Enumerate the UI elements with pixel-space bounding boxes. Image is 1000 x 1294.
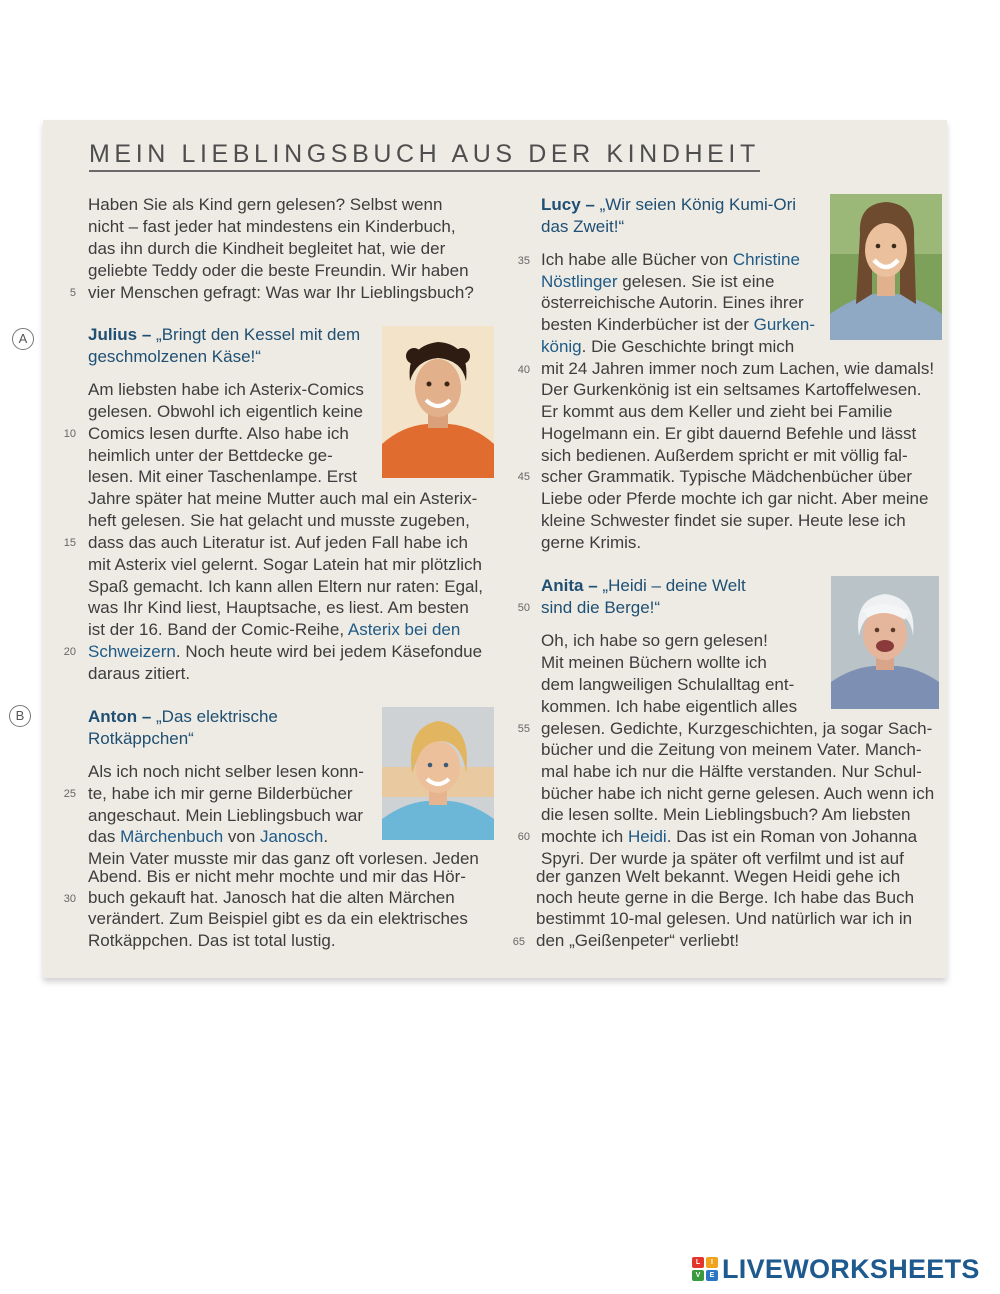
- line-number: 20: [63, 646, 76, 658]
- anita-line: bestimmt 10-mal gelesen. Und natürlich war ich in: [536, 909, 913, 928]
- lucy-line: Der Gurkenkönig ist ein seltsames Kartoffelwesen.: [541, 380, 922, 399]
- anita-line: Mit meinen Büchern wollte ich: [541, 653, 767, 672]
- lucy-heading: [541, 194, 796, 216]
- lucy-line: [541, 271, 774, 293]
- lucy-line: Liebe oder Pferde mochte ich gar nicht. Aber meine: [541, 489, 929, 508]
- anita-line-text: mochte ich: [541, 827, 628, 846]
- lucy-line: [541, 249, 800, 271]
- anita-line: kommen. Ich habe eigentlich alles: [541, 697, 798, 716]
- anton-line-text: von: [223, 827, 261, 846]
- julius-line-text: . Noch heute wird bei jedem Käsefondue: [175, 642, 483, 661]
- anita-photo: [831, 576, 939, 709]
- julius-line: gelesen. Obwohl ich eigentlich keine: [88, 402, 364, 421]
- intro-line: nicht – fast jeder hat mindestens ein Kinderbuch,: [88, 217, 456, 236]
- book-title-gurkenkoenig: Gurken-: [753, 315, 816, 334]
- intro-line: das ihn durch die Kindheit begleitet hat, wie der: [88, 239, 446, 258]
- julius-photo: [382, 326, 494, 478]
- book-title-asterix: Asterix bei den: [347, 620, 461, 639]
- julius-quote: „Bringt den Kessel mit dem: [156, 325, 361, 344]
- julius-line: Jahre später hat meine Mutter auch mal ein Asterix-: [88, 489, 478, 508]
- anton-line: Rotkäppchen. Das ist total lustig.: [88, 931, 336, 950]
- page-title: MEIN LIEBLINGSBUCH AUS DER KINDHEIT: [89, 140, 760, 172]
- intro-line: Haben Sie als Kind gern gelesen? Selbst wenn: [88, 195, 443, 214]
- lucy-line: Hogelmann ein. Er gibt dauernd Befehle und lässt: [541, 424, 917, 443]
- julius-line: heimlich unter der Bettdecke ge-: [88, 446, 333, 465]
- anton-line: Abend. Bis er nicht mehr mochte und mir das Hör-: [88, 867, 466, 886]
- anton-photo: [382, 707, 494, 840]
- anita-line: bücher habe ich nicht gerne gelesen. Auch wenn ich: [541, 784, 935, 803]
- anton-heading: [88, 706, 278, 728]
- anton-line: [88, 826, 328, 848]
- anita-heading-2: [541, 597, 660, 619]
- anton-quote: „Das elektrische: [156, 707, 278, 726]
- anita-line-text: . Das ist ein Roman von Johanna: [666, 827, 918, 846]
- book-title-maerchenbuch: Märchenbuch: [120, 827, 224, 846]
- julius-line: lesen. Mit einer Taschenlampe. Erst: [88, 467, 357, 486]
- anita-name: Anita –: [541, 576, 598, 595]
- logo-text: LIVEWORKSHEETS: [722, 1253, 980, 1284]
- julius-line: Spaß gemacht. Ich kann allen Eltern nur raten: Egal,: [88, 577, 484, 596]
- julius-line-text: ist der 16. Band der Comic-Reihe,: [88, 620, 345, 639]
- lucy-heading-2: [541, 216, 624, 238]
- lucy-line: mit 24 Jahren immer noch zum Lachen, wie damals!: [541, 359, 935, 378]
- section-marker-b: B: [9, 705, 31, 727]
- julius-quote-2: geschmolzenen Käse!“: [88, 347, 261, 366]
- line-number: 25: [63, 788, 76, 800]
- lucy-line: [541, 336, 794, 358]
- lucy-line: [541, 314, 815, 336]
- anton-line: Mein Vater musste mir das ganz oft vorlesen. Jeden: [88, 849, 479, 868]
- line-number: 10: [63, 428, 76, 440]
- lucy-name: Lucy –: [541, 195, 595, 214]
- julius-heading-2: [88, 346, 261, 368]
- section-marker-a: A: [12, 328, 34, 350]
- author-janosch: Janosch: [260, 827, 324, 846]
- lucy-photo: [830, 194, 942, 340]
- book-title-asterix-2: Schweizern: [88, 642, 176, 661]
- anita-line: die lesen sollte. Mein Lieblingsbuch? Am liebsten: [541, 805, 911, 824]
- lucy-line: scher Grammatik. Typische Mädchenbücher über: [541, 467, 913, 486]
- julius-line: Comics lesen durfte. Also habe ich: [88, 424, 349, 443]
- line-number: 5: [69, 287, 76, 299]
- anita-line: Spyri. Der wurde ja später oft verfilmt und ist auf: [541, 849, 904, 868]
- julius-line: [88, 641, 482, 663]
- lucy-line-text: . Die Geschichte bringt mich: [581, 337, 795, 356]
- anton-line: Als ich noch nicht selber lesen konn-: [88, 762, 364, 781]
- anita-line: mal habe ich nur die Hälfte verstanden. Nur Schul-: [541, 762, 922, 781]
- line-number: 40: [517, 364, 530, 376]
- logo-block-v: V: [692, 1270, 704, 1281]
- lucy-line: gerne Krimis.: [541, 533, 642, 552]
- lucy-quote: „Wir seien König Kumi-Ori: [599, 195, 797, 214]
- line-number: 45: [517, 471, 530, 483]
- intro-line: vier Menschen gefragt: Was war Ihr Lieblingsbuch?: [88, 283, 474, 302]
- lucy-line: kleine Schwester findet sie super. Heute lese ich: [541, 511, 906, 530]
- julius-line: [88, 619, 460, 641]
- anton-heading-2: [88, 728, 194, 750]
- anton-line-text: .: [323, 827, 329, 846]
- anton-quote-2: Rotkäppchen“: [88, 729, 194, 748]
- line-number: 50: [517, 602, 530, 614]
- anita-heading: [541, 575, 746, 597]
- logo-block-l: L: [692, 1257, 704, 1268]
- julius-line: daraus zitiert.: [88, 664, 191, 683]
- logo-block-e: E: [706, 1270, 718, 1281]
- anita-quote: „Heidi – deine Welt: [602, 576, 746, 595]
- logo-block-i: I: [706, 1257, 718, 1268]
- julius-name: Julius –: [88, 325, 152, 344]
- anita-line: Oh, ich habe so gern gelesen!: [541, 631, 768, 650]
- lucy-line-text: besten Kinderbücher ist der: [541, 315, 754, 334]
- author-christine: Christine: [732, 250, 800, 269]
- line-number: 35: [517, 255, 530, 267]
- julius-line: Am liebsten habe ich Asterix-Comics: [88, 380, 364, 399]
- anton-line: te, habe ich mir gerne Bilderbücher: [88, 784, 353, 803]
- line-number: 15: [63, 537, 76, 549]
- line-number: 30: [63, 893, 76, 905]
- anita-line: noch heute gerne in die Berge. Ich habe das Buch: [536, 888, 915, 907]
- lucy-line: österreichische Autorin. Eines ihrer: [541, 293, 804, 312]
- lucy-line: Er kommt aus dem Keller und zieht bei Familie: [541, 402, 893, 421]
- line-number: 55: [517, 723, 530, 735]
- anita-line: der ganzen Welt bekannt. Wegen Heidi gehe ich: [536, 867, 901, 886]
- book-title-gurkenkoenig-2: könig: [541, 337, 582, 356]
- anton-name: Anton –: [88, 707, 152, 726]
- anita-line: bücher und die Zeitung von meinem Vater. Manch-: [541, 740, 922, 759]
- lucy-line-text: gelesen. Sie ist eine: [617, 272, 775, 291]
- anita-quote-2: sind die Berge!“: [541, 598, 661, 617]
- intro-line: geliebte Teddy oder die beste Freundin. Wir haben: [88, 261, 469, 280]
- julius-line: dass das auch Literatur ist. Auf jeden Fall habe ich: [88, 533, 468, 552]
- anita-line: [541, 826, 917, 848]
- anton-line: buch gekauft hat. Janosch hat die alten Märchen: [88, 888, 455, 907]
- anita-line: gelesen. Gedichte, Kurzgeschichten, ja sogar Sach-: [541, 719, 933, 738]
- line-number: 60: [517, 831, 530, 843]
- julius-line: heft gelesen. Sie hat gelacht und musste zugeben,: [88, 511, 470, 530]
- anton-line: angeschaut. Mein Lieblingsbuch war: [88, 806, 364, 825]
- author-noestlinger: Nöstlinger: [541, 272, 618, 291]
- anita-line: den „Geißenpeter“ verliebt!: [536, 931, 740, 950]
- julius-line: was Ihr Kind liest, Hauptsache, es liest. Am besten: [88, 598, 469, 617]
- anton-line-text: das: [88, 827, 121, 846]
- book-title-heidi: Heidi: [627, 827, 667, 846]
- anton-line: verändert. Zum Beispiel gibt es da ein elektrisches: [88, 909, 468, 928]
- anita-line: dem langweiligen Schulalltag ent-: [541, 675, 795, 694]
- julius-heading: [88, 324, 360, 346]
- julius-line: mit Asterix viel gelernt. Sogar Latein hat mir plötzlich: [88, 555, 483, 574]
- lucy-line: sich bedienen. Außerdem spricht er mit völlig fal-: [541, 446, 908, 465]
- lucy-line-text: Ich habe alle Bücher von: [541, 250, 733, 269]
- liveworksheets-logo: [692, 1252, 988, 1286]
- line-number: 65: [512, 936, 525, 948]
- logo-icon: [692, 1257, 718, 1281]
- lucy-quote-2: das Zweit!“: [541, 217, 625, 236]
